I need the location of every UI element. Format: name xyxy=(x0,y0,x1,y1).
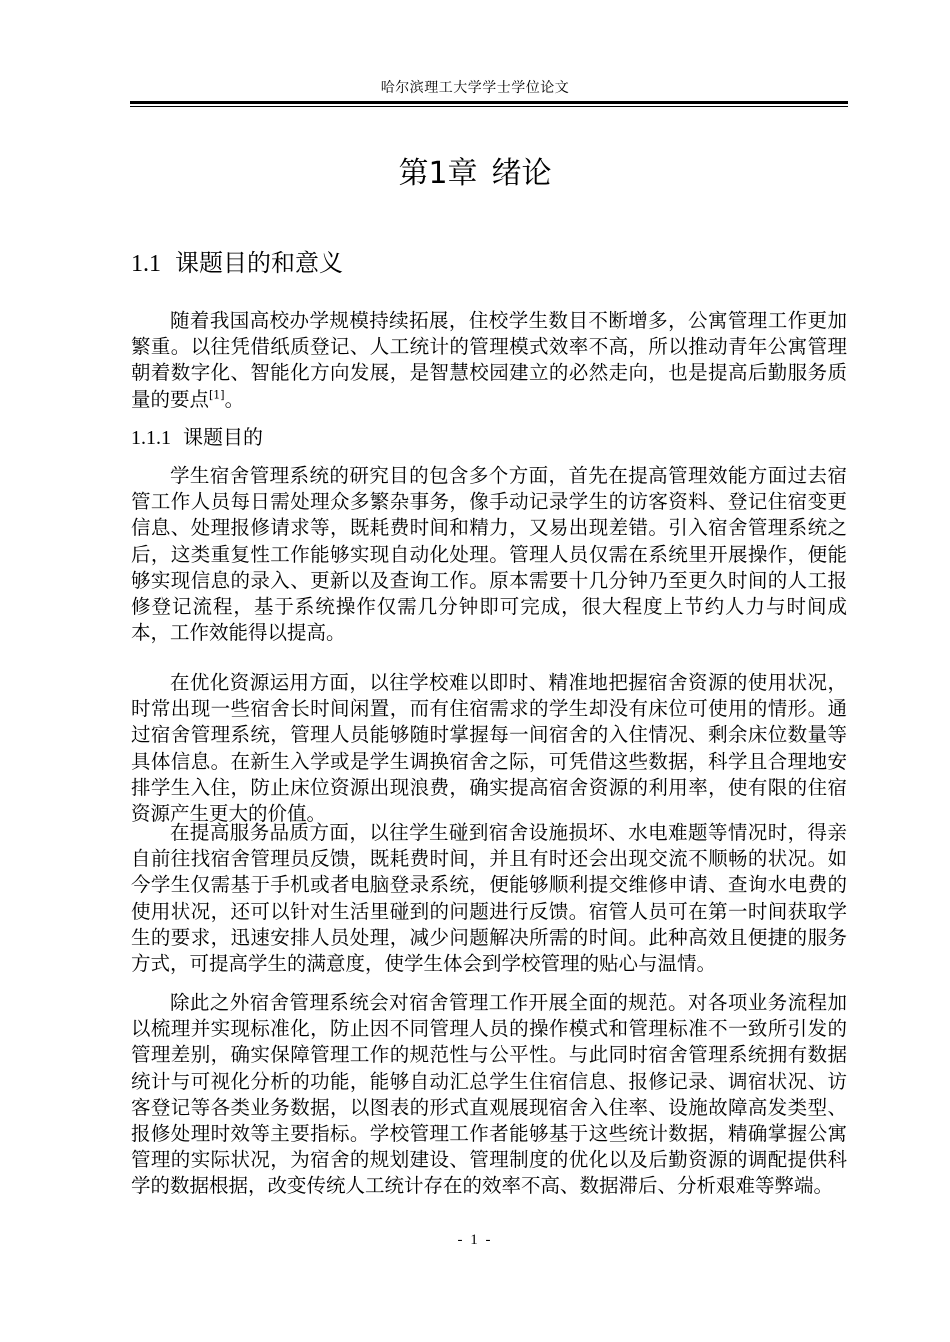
chapter-number: 第1章 xyxy=(398,156,478,191)
page-number: - 1 - xyxy=(457,1232,493,1248)
header-rule-thick xyxy=(130,101,848,104)
subsection-heading xyxy=(131,421,263,454)
subsection-number: 1.1.1 xyxy=(131,427,171,449)
paragraph-standardization: 除此之外宿舍管理系统会对宿舍管理工作开展全面的规范。对各项业务流程加以梳理并实现标准化，防止因不同管理人员的操作模式和管理标准不一致所引发的管理差别，确实保障管理工作的规范性与公平性。与此同时宿舍管理系统拥有数据统计与可视化分析的功能，能够自动汇总学生住宿信息、报修记录、调宿状况、访客登记等各类业务数据，以图表的形式直观展现宿舍入住率、设施故障高发类型、报修处理时效等主要指标。学校管理工作者能够基于这些统计数据，精确掌握公寓管理的实际状况，为宿舍的规划建设、管理制度的优化以及后勤资源的调配提供科学的数据根据，改变传统人工统计存在的效率不高、数据滞后、分析艰难等弊端。 xyxy=(131,991,847,1198)
running-header: 哈尔滨理工大学学士学位论文 xyxy=(380,80,570,96)
paragraph-efficiency: 学生宿舍管理系统的研究目的包含多个方面，首先在提高管理效能方面过去宿管工作人员每日需处理众多繁杂事务，像手动记录学生的访客资料、登记住宿变更信息、处理报修请求等，既耗费时间和精力，又易出现差错。引入宿舍管理系统之后，这类重复性工作能够实现自动化处理。管理人员仅需在系统里开展操作，便能够实现信息的录入、更新以及查询工作。原本需要十几分钟乃至更久时间的人工报修登记流程，基于系统操作仅需几分钟即可完成，很大程度上节约人力与时间成本，工作效能得以提高。 xyxy=(131,464,847,645)
paragraph-intro-text: 随着我国高校办学规模持续拓展，住校学生数目不断增多，公寓管理工作更加繁重。以往凭借纸质登记、人工统计的管理模式效率不高，所以推动青年公寓管理朝着数字化、智能化方向发展，是智慧校园建立的必然走向，也是提高后勤服务质量的要点 xyxy=(131,309,847,411)
citation-marker: [1] xyxy=(209,388,225,402)
section-title: 课题目的和意义 xyxy=(175,249,343,277)
subsection-title: 课题目的 xyxy=(183,425,263,449)
chapter-heading xyxy=(0,152,950,196)
paragraph-intro xyxy=(131,308,847,413)
header-rule-thin xyxy=(130,106,848,107)
chapter-title: 绪论 xyxy=(491,156,552,191)
paragraph-resources: 在优化资源运用方面，以往学校难以即时、精准地把握宿舍资源的使用状况，时常出现一些宿舍长时间闲置，而有住宿需求的学生却没有床位可使用的情形。通过宿舍管理系统，管理人员能够随时掌握每一间宿舍的入住情况、剩余床位数量等具体信息。在新生入学或是学生调换宿舍之际，可凭借这些数据，科学且合理地安排学生入住，防止床位资源出现浪费，确实提高宿舍资源的利用率，使有限的住宿资源产生更大的价值。 xyxy=(131,671,847,826)
section-number: 1.1 xyxy=(131,251,161,277)
paragraph-intro-end: 。 xyxy=(224,387,245,411)
paragraph-service: 在提高服务品质方面，以往学生碰到宿舍设施损坏、水电难题等情况时，得亲自前往找宿舍管理员反馈，既耗费时间，并且有时还会出现交流不顺畅的状况。如今学生仅需基于手机或者电脑登录系统，便能够顺利提交维修申请、查询水电费的使用状况，还可以针对生活里碰到的问题进行反馈。宿管人员可在第一时间获取学生的要求，迅速安排人员处理，减少问题解决所需的时间。此种高效且便捷的服务方式，可提高学生的满意度，使学生体会到学校管理的贴心与温情。 xyxy=(131,821,847,976)
section-heading xyxy=(131,245,343,282)
